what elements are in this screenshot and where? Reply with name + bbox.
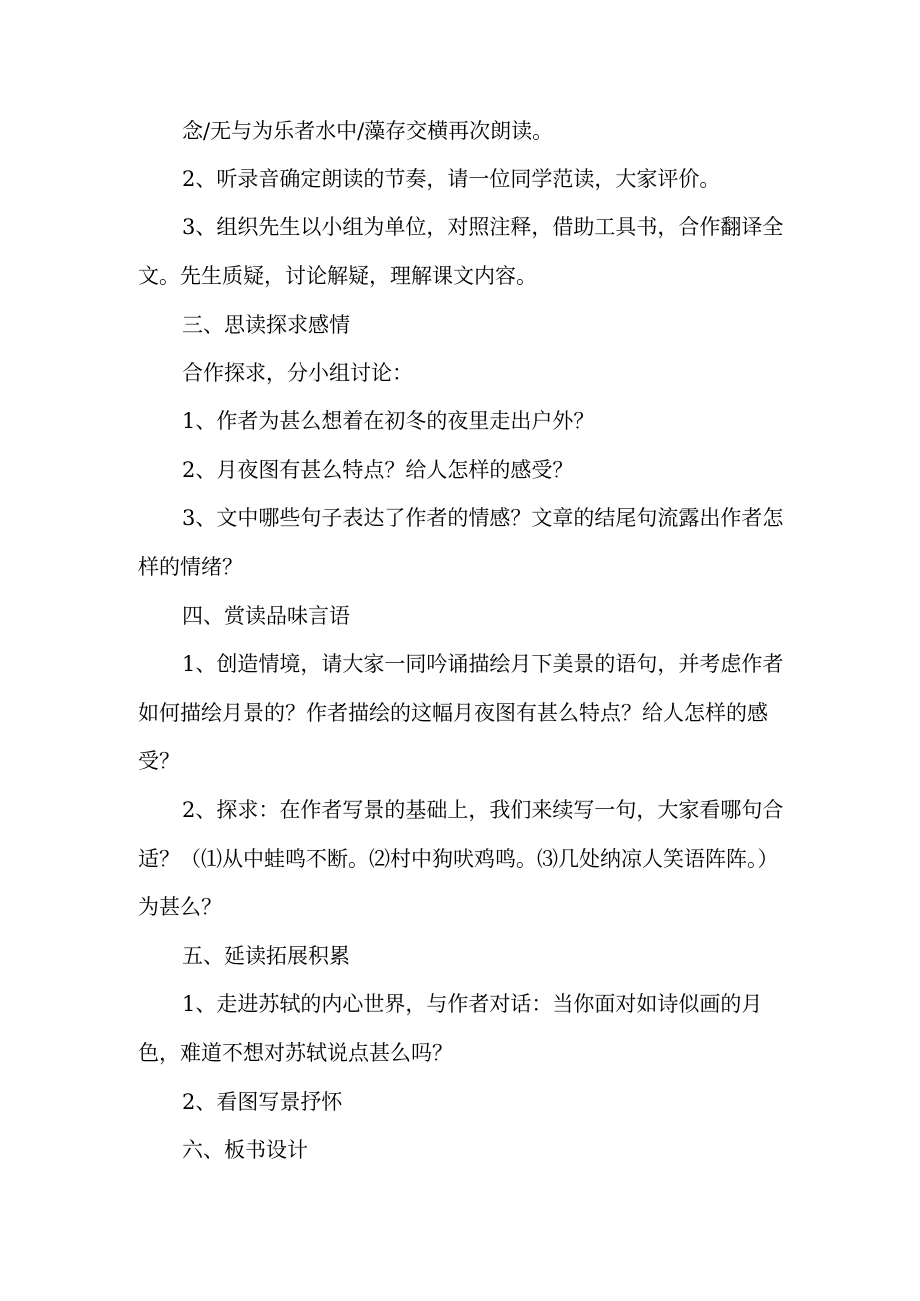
section-heading-5: 五、延读拓展积累 bbox=[182, 944, 350, 968]
paragraph-continued-reading: 念/无与为乐者水中/藻存交横再次朗读。 bbox=[182, 119, 554, 143]
paragraph-group-discussion: 合作探求，分小组讨论： bbox=[182, 361, 413, 385]
section-heading-6: 六、板书设计 bbox=[182, 1138, 308, 1162]
question-3: 3、文中哪些句子表达了作者的情感？文章的结尾句流露出作者怎样的情绪？ bbox=[138, 506, 784, 579]
section-heading-4: 四、赏读品味言语 bbox=[182, 604, 350, 628]
question-1: 1、作者为甚么想着在初冬的夜里走出户外？ bbox=[182, 409, 595, 433]
paragraph-inner-world: 1、走进苏轼的内心世界，与作者对话：当你面对如诗似画的月色，难道不想对苏轼说点甚么吗？ bbox=[138, 992, 763, 1065]
paragraph-listen-recording: 2、听录音确定朗读的节奏，请一位同学范读，大家评价。 bbox=[182, 167, 721, 191]
section-heading-3: 三、思读探求感情 bbox=[182, 313, 350, 337]
paragraph-group-translation: 3、组织先生以小组为单位，对照注释，借助工具书，合作翻译全文。先生质疑，讨论解疑，理解课文内容。 bbox=[138, 215, 784, 288]
paragraph-create-scene: 1、创造情境，请大家一同吟诵描绘月下美景的语句，并考虑作者如何描绘月景的？作者描绘的这幅月夜图有甚么特点？给人怎样的感受？ bbox=[138, 652, 784, 773]
paragraph-picture-writing: 2、看图写景抒怀 bbox=[182, 1090, 343, 1114]
paragraph-explore-continue: 2、探求：在作者写景的基础上，我们来续写一句，大家看哪句合适？（⑴从中蛙鸣不断。⑵村中狗吠鸡鸣。⑶几处纳凉人笑语阵阵。）为甚么？ bbox=[138, 798, 784, 919]
question-2: 2、月夜图有甚么特点？给人怎样的感受？ bbox=[182, 458, 574, 482]
